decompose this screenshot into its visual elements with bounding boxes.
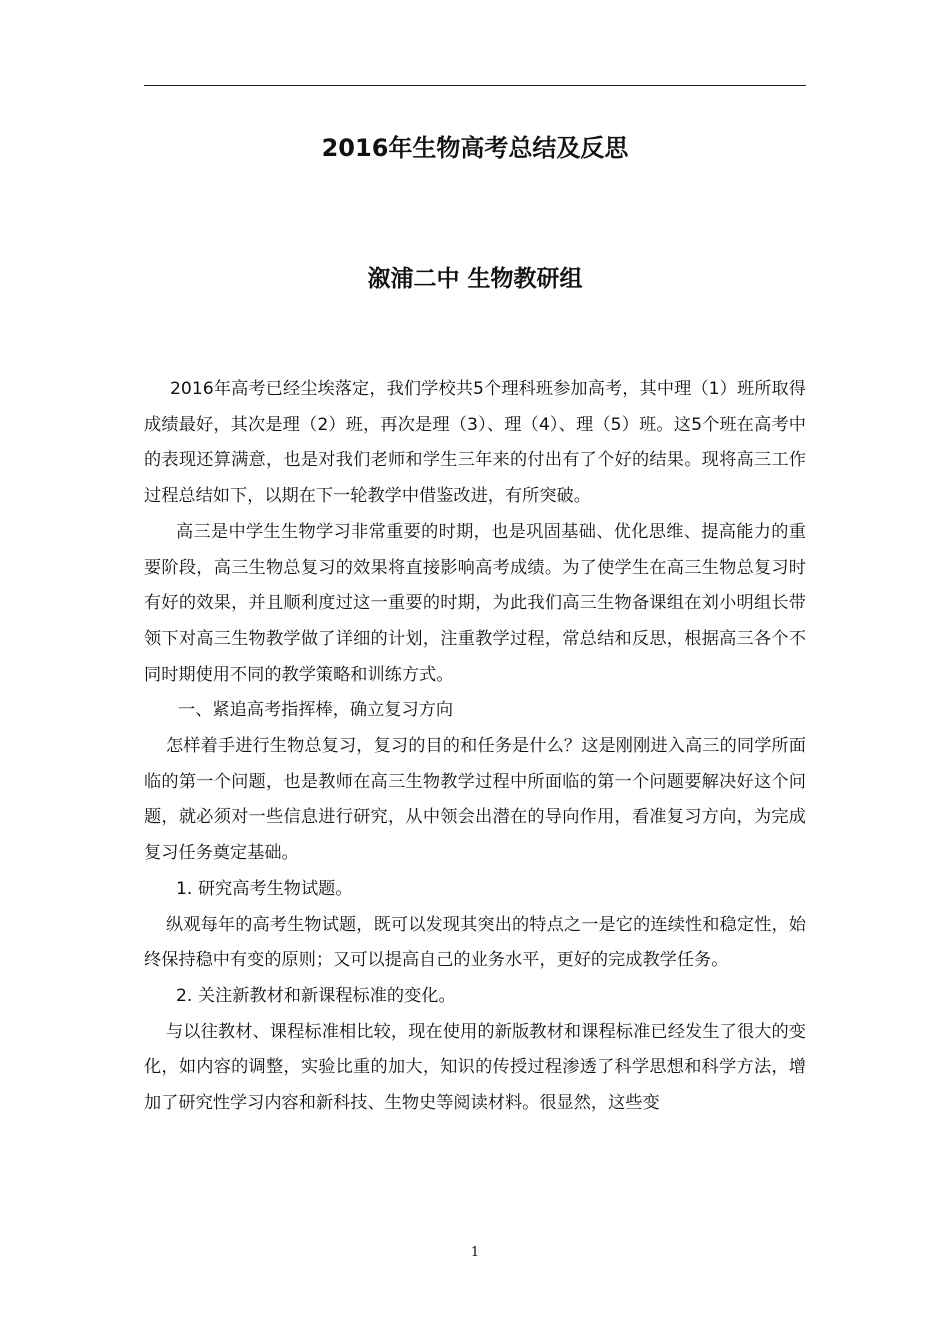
document-author-line: 溆浦二中 生物教研组	[367, 266, 583, 292]
page-number: 1	[470, 1245, 480, 1260]
paragraph-item-2: 与以往教材、课程标准相比较，现在使用的新版教材和课程标准已经发生了很大的变化，如内容的调整，实验比重的加大，知识的传授过程渗透了科学思想和科学方法，增加了研究性学习内容和新科技、生物史等阅读材料。很显然，这些变	[144, 1021, 806, 1114]
document-title: 2016年生物高考总结及反思	[321, 134, 629, 162]
item-heading-1: 1. 研究高考生物试题。	[176, 878, 353, 899]
section-heading-1: 一、紧追高考指挥棒，确立复习方向	[178, 700, 454, 721]
paragraph-intro: 2016年高考已经尘埃落定，我们学校共5个理科班参加高考，其中理（1）班所取得成绩最好，其次是理（2）班，再次是理（3）、理（4）、理（5）班。这5个班在高考中的表现还算满意，也是对我们老师和学生三年来的付出有了个好的结果。现将高三工作过程总结如下，以期在下一轮教学中借鉴改进，有所突破。	[144, 379, 806, 507]
document-body	[144, 372, 806, 1122]
header-rule	[144, 85, 806, 86]
item-heading-2: 2. 关注新教材和新课程标准的变化。	[176, 985, 456, 1006]
paragraph-item-1: 纵观每年的高考生物试题，既可以发现其突出的特点之一是它的连续性和稳定性，始终保持稳中有变的原则；又可以提高自己的业务水平，更好的完成教学任务。	[144, 914, 806, 971]
paragraph-background: 高三是中学生生物学习非常重要的时期，也是巩固基础、优化思维、提高能力的重要阶段，高三生物总复习的效果将直接影响高考成绩。为了使学生在高三生物总复习时有好的效果，并且顺利度过这一重要的时期，为此我们高三生物备课组在刘小明组长带领下对高三生物教学做了详细的计划，注重教学过程，常总结和反思，根据高三各个不同时期使用不同的教学策略和训练方式。	[144, 521, 806, 685]
paragraph-section-1: 怎样着手进行生物总复习，复习的目的和任务是什么？这是刚刚进入高三的同学所面临的第一个问题，也是教师在高三生物教学过程中所面临的第一个问题要解决好这个问题，就必须对一些信息进行研究，从中领会出潜在的导向作用，看准复习方向，为完成复习任务奠定基础。	[144, 736, 806, 864]
